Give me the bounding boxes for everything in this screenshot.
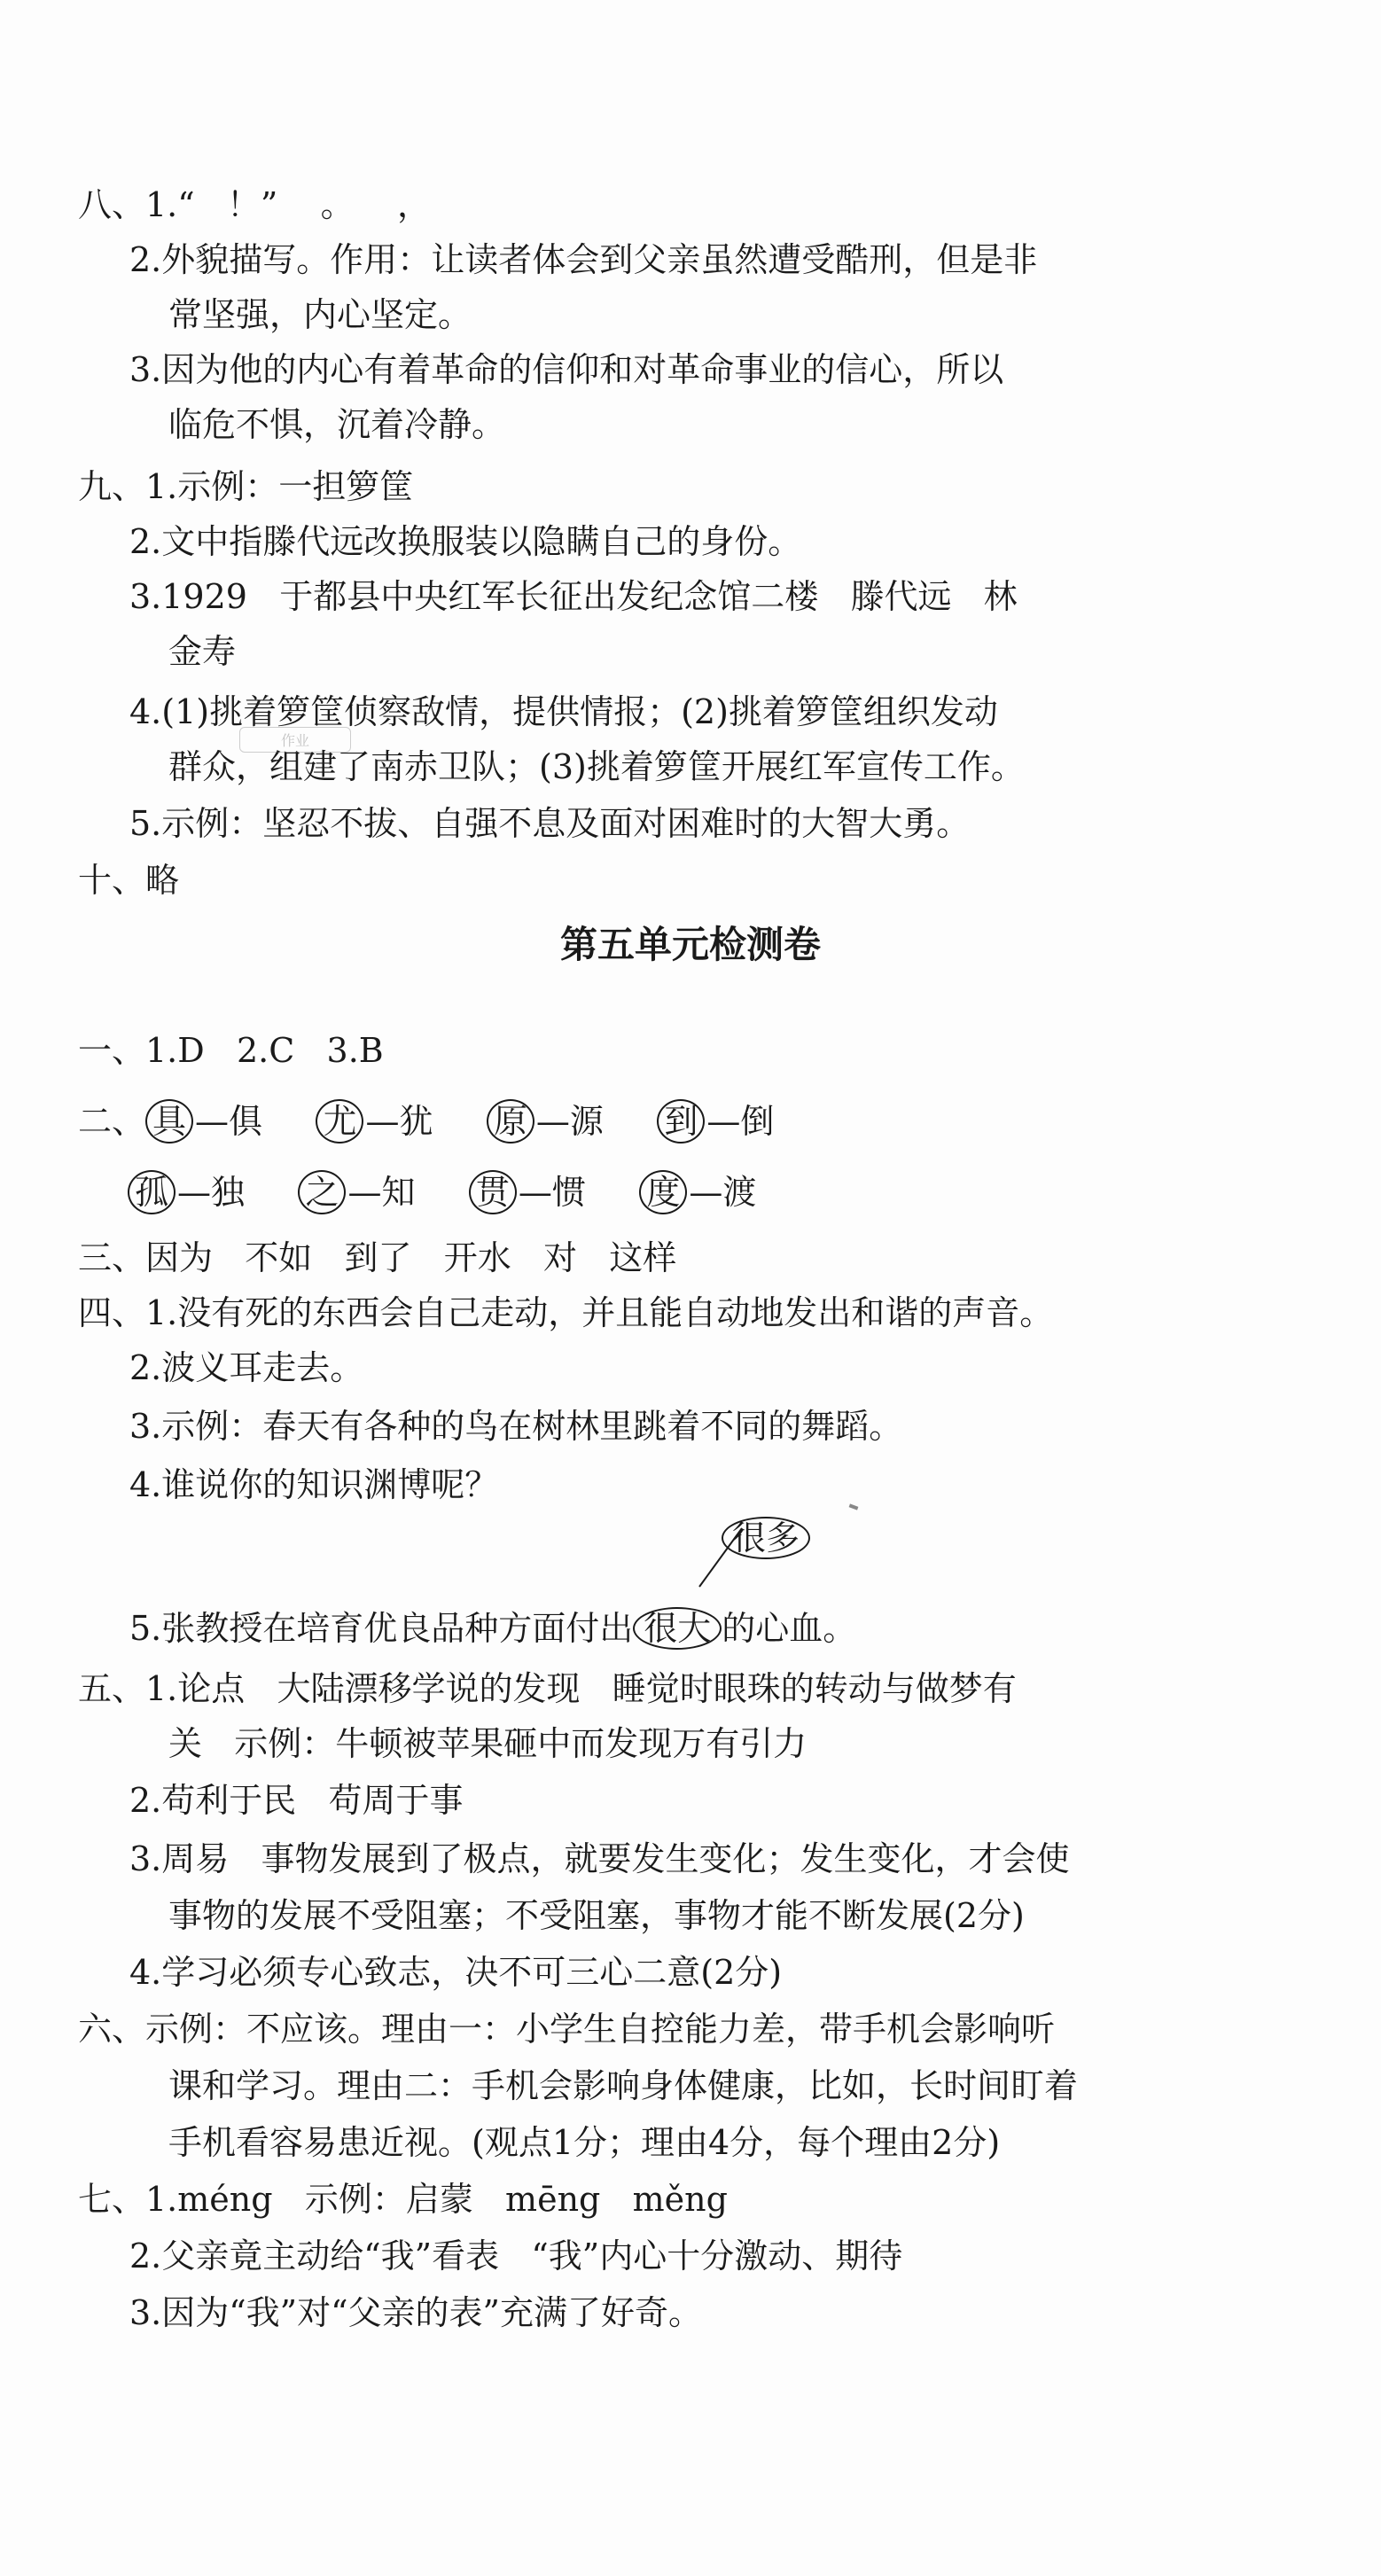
answer-line: 六、示例：不应该。理由一：小学生自控能力差，带手机会影响听 — [78, 2010, 1056, 2049]
answer-line: 四、1.没有死的东西会自己走动，并且能自动地发出和谐的声音。 — [78, 1293, 1054, 1332]
answer-line: 手机看容易患近视。(观点1分；理由4分，每个理由2分) — [168, 2123, 1001, 2162]
answer-line: 十、略 — [78, 861, 180, 900]
circled-char: 具 — [145, 1099, 193, 1144]
answer-line: 2.外貌描写。作用：让读者体会到父亲虽然遭受酷刑，但是非 — [129, 240, 1038, 279]
inserted-word: 很多 — [722, 1516, 810, 1560]
answer-line: 2.苟利于民 苟周于事 — [129, 1781, 464, 1820]
answer-line: 4.谁说你的知识渊博呢？ — [129, 1465, 499, 1504]
answer-line: 3.1929 于都县中央红军长征出发纪念馆二楼 滕代远 林 — [129, 577, 1018, 616]
answer-line: 3.示例：春天有各种的鸟在树林里跳着不同的舞蹈。 — [129, 1407, 903, 1446]
answer-line: 五、1.论点 大陆漂移学说的发现 睡觉时眼珠的转动与做梦有 — [78, 1669, 1017, 1708]
watermark-stamp — [229, 727, 362, 789]
answer-line: 三、因为 不如 到了 开水 对 这样 — [78, 1238, 677, 1277]
circled-char: 原 — [487, 1099, 534, 1144]
circled-char: 之 — [298, 1170, 346, 1214]
circled-char: 到 — [657, 1099, 705, 1144]
correction-pointer-line — [696, 1523, 749, 1590]
answer-line: 课和学习。理由二：手机会影响身体健康，比如，长时间盯着 — [168, 2066, 1079, 2105]
answer-line: 2.波义耳走去。 — [129, 1348, 364, 1387]
answer-line: 八、1.“ ！” 。 ， — [78, 185, 431, 224]
answer-line-circled: 二、 具 —俱 尤 —犹 原 —源 到 —倒 — [78, 1099, 774, 1144]
answer-line: 七、1.méng 示例：启蒙 mēng měng — [78, 2180, 728, 2219]
answer-line-circled: 孤 —独 之 —知 贯 —惯 度 —渡 — [128, 1170, 756, 1214]
answer-line: 金寿 — [168, 632, 237, 671]
answer-line: 3.因为“我”对“父亲的表”充满了好奇。 — [129, 2293, 702, 2332]
answer-line: 群众，组建了南赤卫队；(3)挑着箩筐开展红军宣传工作。 — [168, 747, 1025, 786]
circled-char: 尤 — [316, 1099, 363, 1144]
stamp-text: 作业 — [239, 727, 351, 753]
circled-char: 孤 — [128, 1170, 176, 1214]
section-title: 第五单元检测卷 — [559, 923, 821, 966]
answer-line: 2.父亲竟主动给“我”看表 “我”内心十分激动、期待 — [129, 2236, 903, 2275]
answer-line: 3.因为他的内心有着革命的信仰和对革命事业的信心，所以 — [129, 350, 1004, 389]
answer-line: 4.学习必须专心致志，决不可三心二意(2分) — [129, 1953, 783, 1992]
answer-line: 关 示例：牛顿被苹果砸中而发现万有引力 — [168, 1724, 808, 1763]
answer-line: 一、1.D 2.C 3.B — [78, 1031, 384, 1070]
answer-line: 常坚强，内心坚定。 — [168, 295, 472, 334]
answer-line: 5.示例：坚忍不拔、自强不息及面对困难时的大智大勇。 — [129, 804, 971, 843]
circled-char: 贯 — [469, 1170, 517, 1214]
answer-line: 事物的发展不受阻塞；不受阻塞，事物才能不断发展(2分) — [168, 1896, 1025, 1935]
answer-line: 2.文中指滕代远改换服装以隐瞒自己的身份。 — [129, 522, 802, 561]
crossed-word: 很大 — [633, 1607, 722, 1650]
answer-line-corrected: 5.张教授在培育优良品种方面付出 很大 的心血。 — [129, 1609, 857, 1648]
answer-line: 九、1.示例：一担箩筐 — [78, 467, 414, 506]
answer-line: 临危不惧，沉着冷静。 — [168, 405, 506, 444]
stray-mark — [849, 1503, 859, 1510]
answer-line: 3.周易 事物发展到了极点，就要发生变化；发生变化，才会使 — [129, 1839, 1070, 1878]
circled-char: 度 — [639, 1170, 687, 1214]
answer-line: 4.(1)挑着箩筐侦察敌情，提供情报；(2)挑着箩筐组织发动 — [129, 692, 998, 731]
